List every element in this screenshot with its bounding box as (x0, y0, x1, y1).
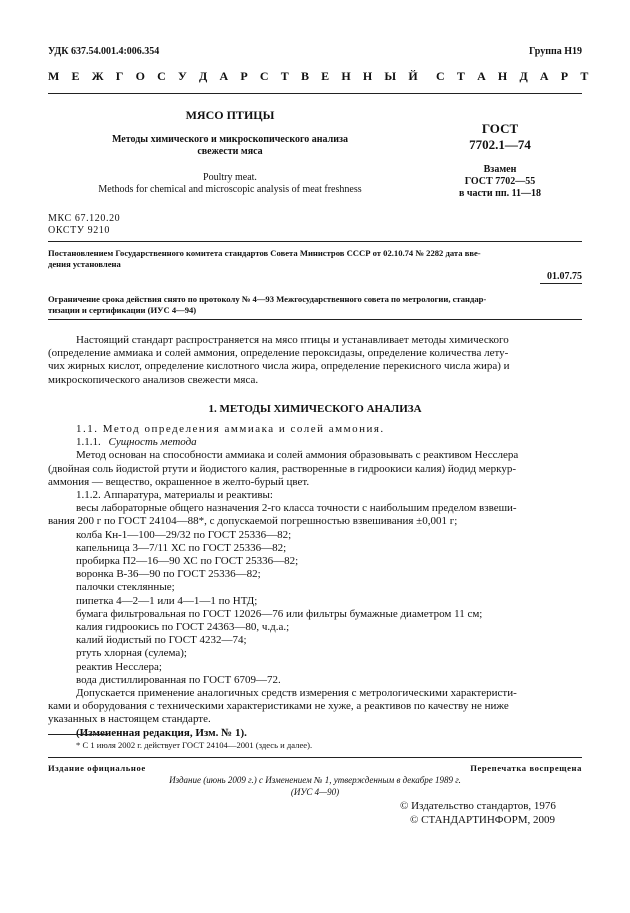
subsection-1-1-1-number: 1.1.1. (76, 436, 101, 449)
equipment-item: калий йодистый по ГОСТ 4232—74; (76, 634, 247, 647)
document-title: МЯСО ПТИЦЫ (185, 108, 275, 122)
equipment-item: воронка В-36—90 по ГОСТ 25336—82; (76, 568, 261, 581)
equipment-item: колба Кн-1—100—29/32 по ГОСТ 25336—82; (76, 528, 292, 541)
equipment-item: калия гидроокись по ГОСТ 24363—80, ч.д.а.; (76, 621, 290, 634)
udk-code: УДК 637.54.001.4:006.354 (48, 46, 160, 57)
copyright-2: © СТАНДАРТИНФОРМ, 2009 (410, 814, 555, 826)
subsection-1-1-1-title: Сущность метода (108, 436, 197, 449)
intro-line-2: (определение аммиака и солей аммония, определение пероксидазы, определение количества лету- (48, 347, 509, 360)
equipment-item: бумага фильтровальная по ГОСТ 12026—76 или фильтры бумажные диаметром 11 см; (76, 607, 483, 620)
equipment-item: ртуть хлорная (сулема); (76, 647, 187, 660)
gost-label: ГОСТ (481, 121, 519, 136)
edition-line-1: Издание (июнь 2009 г.) с Изменением № 1, утвержденным в декабре 1989 г. (169, 775, 461, 785)
section-1-heading: 1. МЕТОДЫ ХИМИЧЕСКОГО АНАЛИЗА (208, 403, 422, 415)
equipment-item: пробирка П2—16—90 ХС по ГОСТ 25336—82; (76, 555, 299, 568)
subsection-1-1: 1.1. Метод определения аммиака и солей аммония. (76, 423, 385, 435)
allowed-line-2: ками и оборудования с техническими характеристиками не хуже, а реактивов по качеству не ниже (48, 700, 509, 713)
equipment-item: пипетка 4—2—1 или 4—1—1 по НТД; (76, 594, 258, 607)
english-title-line-1: Poultry meat. (203, 172, 257, 183)
equipment-item: капельница 3—7/11 ХС по ГОСТ 25336—82; (76, 541, 287, 554)
mks-code: МКС 67.120.20 (48, 213, 121, 224)
subsection-1-1-1 (48, 436, 582, 449)
replace-label: Взамен (483, 164, 517, 175)
okstu-code: ОКСТУ 9210 (48, 225, 111, 236)
introduction-date: 01.07.75 (547, 271, 582, 282)
equipment-item: реактив Несслера; (76, 660, 162, 673)
header-rule (48, 93, 582, 94)
codes-rule (48, 241, 582, 242)
subsection-1-1-2: 1.1.2. Аппаратура, материалы и реактивы: (76, 489, 273, 502)
amendment-note: (Измененная редакция, Изм. № 1). (76, 726, 247, 739)
date-underline (540, 283, 582, 284)
edition-line-2: (ИУС 4—90) (290, 787, 340, 797)
gost-number: 7702.1—74 (469, 137, 531, 152)
intro-paragraph (48, 334, 582, 387)
principle-line-1: Метод основан на способности аммиака и солей аммония образовывать с реактивом Несслера (76, 449, 519, 462)
decree-line-2: дения установлена (48, 259, 121, 269)
intro-line-4: микроскопического анализов свежести мяса. (48, 373, 259, 386)
subtitle-line-2: свежести мяса (197, 146, 263, 157)
group-code: Группа Н19 (529, 46, 582, 57)
footnote: * С 1 июля 2002 г. действует ГОСТ 24104—2001 (здесь и далее). (76, 740, 313, 750)
decree-rule (48, 319, 582, 320)
copyright-1: © Издательство стандартов, 1976 (400, 800, 556, 812)
limit-line-2: тизации и сертификации (ИУС 4—94) (48, 305, 197, 315)
replace-gost: ГОСТ 7702—55 (464, 176, 536, 187)
equipment-item: палочки стеклянные; (76, 581, 175, 594)
subtitle-line-1: Методы химического и микроскопического анализа (111, 134, 349, 145)
replace-part: в части пп. 11—18 (458, 188, 542, 199)
footnote-rule (48, 734, 108, 735)
limit-line-1: Ограничение срока действия снято по протоколу № 4—93 Межгосударственного совета по метрологии, стандар- (48, 294, 487, 304)
intro-line-3: чих жирных кислот, определение кислотного числа жира, определение перекисного числа жира) и (48, 360, 510, 373)
allowed-line-1: Допускается применение аналогичных средств измерения с метрологическими характеристи- (76, 687, 517, 700)
section-1-body (48, 423, 582, 740)
allowed-line-3: указанных в настоящем стандарте. (48, 713, 211, 726)
banner-right: С Т А Н Д А Р Т (436, 69, 593, 83)
decree-line-1: Постановлением Государственного комитета стандартов Совета Министров СССР от 02.10.74 № 2282 дата вве- (48, 248, 481, 258)
equipment-item: весы лабораторные общего назначения 2-го класса точности с наибольшим пределом взвеши- (76, 502, 517, 515)
principle-line-2: (двойная соль йодистой ртути и йодистого калия, растворенные в гидроокиси калия) йодид меркур- (48, 462, 517, 475)
intro-line-1: Настоящий стандарт распространяется на мясо птицы и устанавливает методы химического (76, 334, 509, 346)
principle-line-3: аммония — вещество, окрашенное в желто-бурый цвет. (48, 475, 310, 488)
edition-official: Издание официальное (48, 763, 146, 773)
equipment-item: вода дистиллированная по ГОСТ 6709—72. (76, 673, 281, 686)
banner-left: М Е Ж Г О С У Д А Р С Т В Е Н Н Ы Й (48, 69, 423, 83)
equipment-item: вания 200 г по ГОСТ 24104—88*, с допускаемой погрешностью взвешивания ±0,001 г; (48, 515, 458, 528)
footer-rule (48, 757, 582, 758)
english-title-line-2: Methods for chemical and microscopic analysis of meat freshness (98, 184, 362, 195)
reprint-prohibited: Перепечатка воспрещена (470, 763, 582, 773)
